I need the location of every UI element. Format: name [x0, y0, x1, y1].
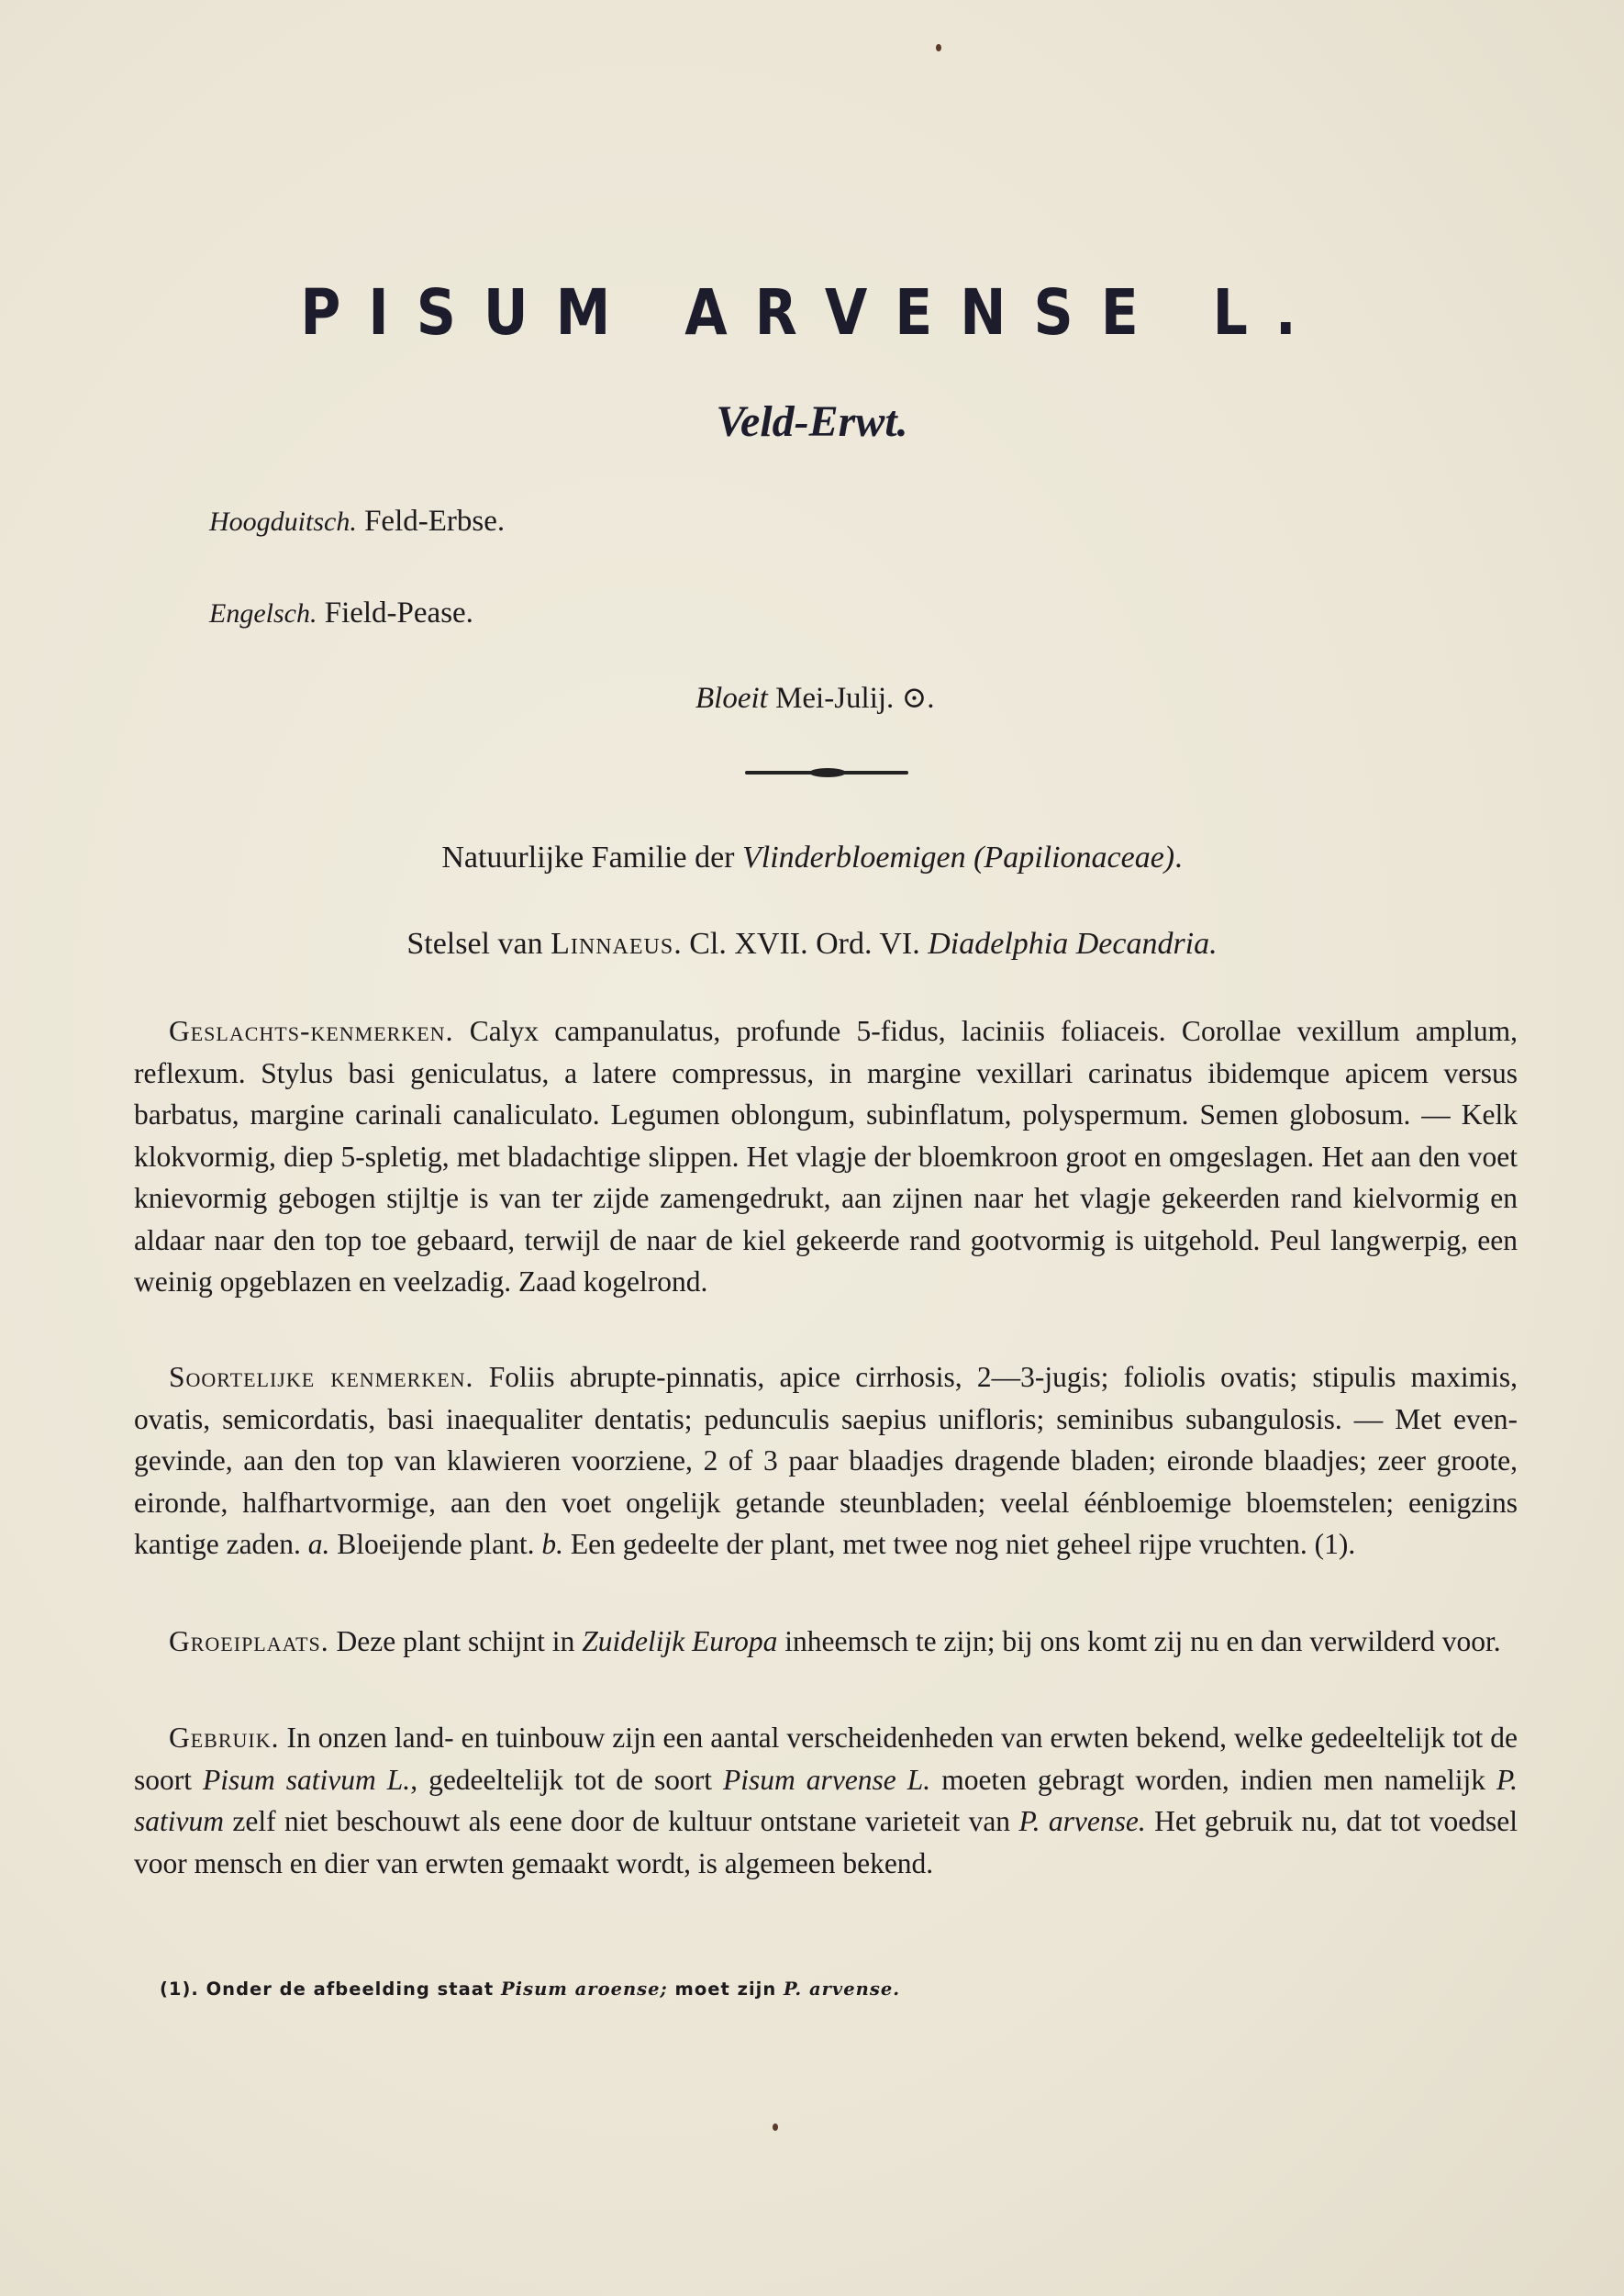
section-text: Foliis abrupte-pinnatis, apice cirrhosis, 2—3-jugis; foliolis ovatis; stipulis maximis, ovatis, semicordatis, basi inaequaliter dentatis; pedunculis saepius unifloris; seminibus subangulosis. — Met even-gevinde, aan den top van klawieren voorziene, 2 of 3 paar blaadjes dragende bladen; eironde blaadjes; zeer groote, eironde, halfhartvormige, aan den voet ongelijk getande steunbladen; veelal éénbloemige bloemstelen; eenigzins kantige zaden. [134, 1361, 1518, 1560]
classification: . Cl. XVII. Ord. VI. [673, 927, 920, 961]
figure-mark-b: b. [541, 1528, 563, 1560]
figure-mark-a: a. [307, 1528, 330, 1560]
page-title: PISUM ARVENSE L. [300, 275, 1324, 351]
section-lead: Geslachts-kenmerken. [169, 1015, 454, 1047]
species-characteristics: Soortelijke kenmerken. Foliis abrupte-pinnatis, apice cirrhosis, 2—3-jugis; foliolis ovatis; stipulis maximis, ovatis, semicordatis, basi inaequaliter dentatis; pedunculis saepius unifloris; seminibus subangulosis. — Met even-gevinde, aan den top van klawieren voorziene, 2 of 3 paar blaadjes dragende bladen; eironde blaadjes; zeer groote, eironde, halfhartvormige, aan den voet ongelijk getande steunbladen; veelal éénbloemige bloemstelen; eenigzins kantige zaden. a. Bloeijende plant. b. Een gedeelte der plant, met twee nog niet geheel rijpe vruchten. (1). [134, 1361, 1518, 1560]
annual-symbol: ⊙ [901, 682, 928, 715]
family-name: Vlinderbloemigen [741, 841, 966, 875]
habitat: Groeiplaats. Deze plant schijnt in Zuidelijk Europa inheemsch te zijn; bij ons komt zij nu en dan verwilderd voor. [169, 1625, 1501, 1657]
linnaean-system: Stelsel van Linnaeus. Cl. XVII. Ord. VI. Diadelphia Decandria. [406, 927, 1218, 961]
species-name: P. sativum [134, 1763, 1518, 1837]
synonym-name: Feld-Erbse. [364, 505, 506, 538]
section-lead: Groeiplaats. [169, 1625, 329, 1657]
ornamental-rule [745, 771, 908, 775]
synonym-name: Field-Pease. [324, 596, 473, 630]
bloom-label: Bloeit [695, 682, 768, 715]
ink-speck [936, 44, 941, 51]
footnote: (1). Onder de afbeelding staat Pisum aroense; moet zijn P. arvense. [160, 1978, 901, 2000]
synonym-lang: Hoogduitsch. [209, 507, 357, 537]
section-text: Calyx campanulatus, profunde 5-fidus, laciniis foliaceis. Corollae vexillum amplum, reflexum. Stylus basi geniculatus, a latere compressus, in margine vexillari carinatus ibidemque apicem versus barbatus, margine carinali canaliculato. Legumen oblongum, subinflatum, polyspermum. Semen globosum. — Kelk klokvormig, diep 5-spletig, met bladachtige slippen. Het vlagje der bloemkroon groot en omgeslagen. Het aan den voet knievormig gebogen stijltje is van ter zijde zamengedrukt, aan zijnen naar het vlagje gekeerden rand kielvormig en aldaar naar den top toe gebaard, terwijl de naar de kiel gekeerde rand gootvormig is uitgehold. Peul langwerpig, een weinig opgeblazen en veelzadig. Zaad kogelrond. [134, 1015, 1518, 1298]
ink-speck [773, 2123, 778, 2131]
footnote-mark: (1). [160, 1978, 199, 2000]
section-lead: Gebruik. [169, 1722, 280, 1754]
section-lead: Soortelijke kenmerken. [169, 1361, 474, 1393]
species-name: P. arvense. [1018, 1805, 1146, 1837]
family-latin: (Papilionaceae) [973, 841, 1175, 875]
author-name: Linnaeus [551, 927, 674, 961]
common-name: Veld-Erwt. [716, 397, 908, 446]
species-name: Pisum arvense L. [723, 1763, 931, 1796]
class-latin: Diadelphia Decandria. [928, 927, 1218, 961]
bloom-period: Bloeit Mei-Julij. ⊙. [695, 682, 935, 715]
synonym-lang: Engelsch. [209, 598, 317, 629]
place-name: Zuidelijk Europa [582, 1625, 778, 1657]
species-name: Pisum sativum L. [203, 1763, 411, 1796]
synonym-english [209, 596, 473, 630]
usage: Gebruik. In onzen land- en tuinbouw zijn een aantal verscheidenheden van erwten bekend, welke gedeeltelijk tot de soort Pisum sativum L., gedeeltelijk tot de soort Pisum arvense L. moeten gebragt worden, indien men namelijk P. sativum zelf niet beschouwt als eene door de kultuur ontstane varieteit van P. arvense. Het gebruik nu, dat tot voedsel voor mensch en dier van erwten gemaakt wordt, is algemeen bekend. [134, 1722, 1518, 1879]
bloom-months: Mei-Julij. [775, 682, 895, 715]
natural-family: Natuurlijke Familie der Vlinderbloemigen (Papilionaceae). [441, 841, 1183, 875]
genus-characteristics [134, 1010, 1518, 1303]
synonym-german [209, 505, 505, 539]
